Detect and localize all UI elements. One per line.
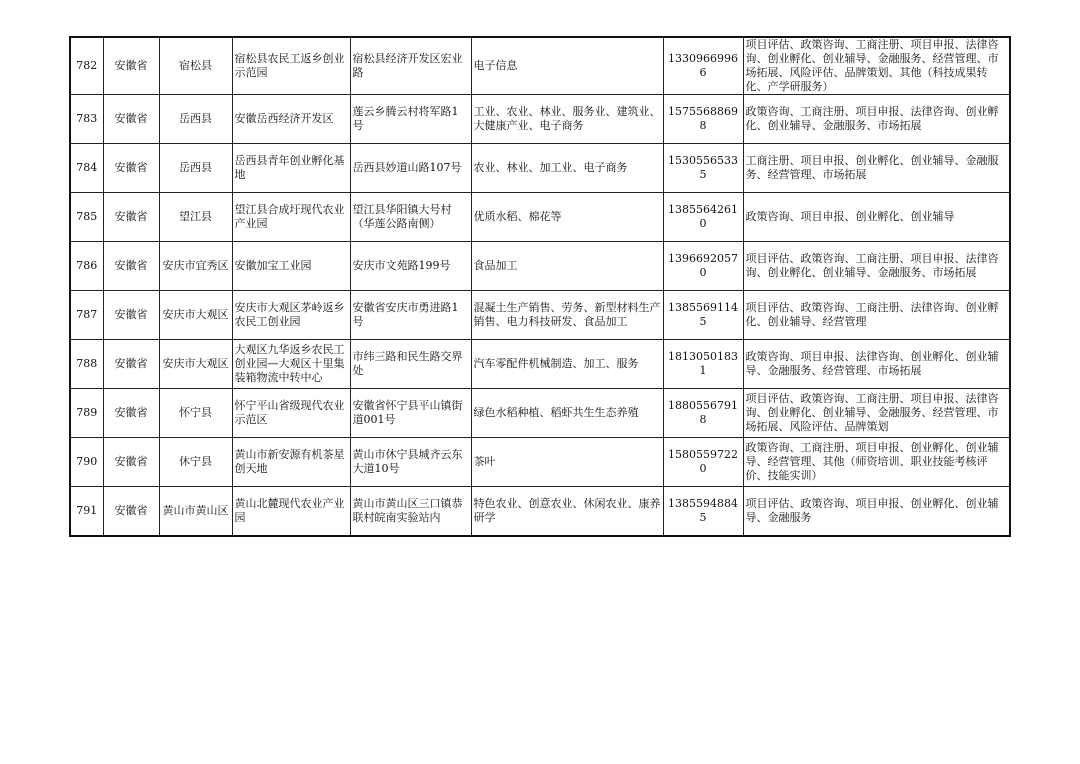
province-cell: 安徽省 <box>103 438 159 487</box>
phone-cell: 18805567918 <box>663 389 743 438</box>
industry-cell: 汽车零配件机械制造、加工、服务 <box>471 340 663 389</box>
industry-cell: 工业、农业、林业、服务业、建筑业、大健康产业、电子商务 <box>471 95 663 144</box>
table-row <box>70 340 1010 389</box>
services-cell: 工商注册、项目申报、创业孵化、创业辅导、金融服务、经营管理、市场拓展 <box>743 144 1010 193</box>
services-cell: 政策咨询、项目申报、法律咨询、创业孵化、创业辅导、金融服务、经营管理、市场拓展 <box>743 340 1010 389</box>
province-cell: 安徽省 <box>103 37 159 95</box>
address-cell: 莲云乡腾云村将军路1号 <box>350 95 471 144</box>
incubator-table <box>69 36 1011 537</box>
row-number: 787 <box>70 291 103 340</box>
industry-cell: 特色农业、创意农业、休闲农业、康养研学 <box>471 487 663 537</box>
table-row <box>70 144 1010 193</box>
county-cell: 怀宁县 <box>159 389 232 438</box>
phone-cell: 13309669966 <box>663 37 743 95</box>
park-name-cell: 望江县合成圩现代农业产业园 <box>232 193 350 242</box>
phone-cell: 18130501831 <box>663 340 743 389</box>
address-cell: 望江县华阳镇大号村（华莲公路南侧） <box>350 193 471 242</box>
phone-cell: 13855642610 <box>663 193 743 242</box>
province-cell: 安徽省 <box>103 193 159 242</box>
industry-cell: 电子信息 <box>471 37 663 95</box>
province-cell: 安徽省 <box>103 95 159 144</box>
table-row <box>70 291 1010 340</box>
table-row <box>70 193 1010 242</box>
services-cell: 项目评估、政策咨询、工商注册、法律咨询、创业孵化、创业辅导、经营管理 <box>743 291 1010 340</box>
county-cell: 安庆市宜秀区 <box>159 242 232 291</box>
row-number: 786 <box>70 242 103 291</box>
services-cell: 项目评估、政策咨询、工商注册、项目申报、法律咨询、创业孵化、创业辅导、金融服务、经营管理、市场拓展、风险评估、品牌策划 <box>743 389 1010 438</box>
row-number: 784 <box>70 144 103 193</box>
address-cell: 岳西县妙道山路107号 <box>350 144 471 193</box>
address-cell: 市纬三路和民生路交界处 <box>350 340 471 389</box>
park-name-cell: 宿松县农民工返乡创业示范园 <box>232 37 350 95</box>
county-cell: 安庆市大观区 <box>159 340 232 389</box>
county-cell: 黄山市黄山区 <box>159 487 232 537</box>
row-number: 789 <box>70 389 103 438</box>
table-row <box>70 438 1010 487</box>
address-cell: 黄山市休宁县城齐云东大道10号 <box>350 438 471 487</box>
province-cell: 安徽省 <box>103 291 159 340</box>
table-row <box>70 37 1010 95</box>
address-cell: 安庆市文苑路199号 <box>350 242 471 291</box>
province-cell: 安徽省 <box>103 487 159 537</box>
table-row <box>70 95 1010 144</box>
park-name-cell: 黄山市新安源有机茶星创天地 <box>232 438 350 487</box>
phone-cell: 13966920570 <box>663 242 743 291</box>
phone-cell: 15805597220 <box>663 438 743 487</box>
industry-cell: 农业、林业、加工业、电子商务 <box>471 144 663 193</box>
phone-cell: 15305565335 <box>663 144 743 193</box>
park-name-cell: 怀宁平山省级现代农业示范区 <box>232 389 350 438</box>
industry-cell: 食品加工 <box>471 242 663 291</box>
address-cell: 安徽省怀宁县平山镇街道001号 <box>350 389 471 438</box>
county-cell: 休宁县 <box>159 438 232 487</box>
table-body <box>70 37 1010 536</box>
industry-cell: 优质水稻、棉花等 <box>471 193 663 242</box>
county-cell: 安庆市大观区 <box>159 291 232 340</box>
county-cell: 岳西县 <box>159 144 232 193</box>
phone-cell: 15755688698 <box>663 95 743 144</box>
park-name-cell: 岳西县青年创业孵化基地 <box>232 144 350 193</box>
county-cell: 望江县 <box>159 193 232 242</box>
industry-cell: 混凝土生产销售、劳务、新型材料生产销售、电力科技研发、食品加工 <box>471 291 663 340</box>
address-cell: 黄山市黄山区三口镇恭联村皖南实验站内 <box>350 487 471 537</box>
province-cell: 安徽省 <box>103 389 159 438</box>
table-row <box>70 389 1010 438</box>
park-name-cell: 黄山北麓现代农业产业园 <box>232 487 350 537</box>
province-cell: 安徽省 <box>103 242 159 291</box>
table-row <box>70 487 1010 537</box>
province-cell: 安徽省 <box>103 144 159 193</box>
county-cell: 岳西县 <box>159 95 232 144</box>
table-row <box>70 242 1010 291</box>
phone-cell: 13855691145 <box>663 291 743 340</box>
park-name-cell: 安徽加宝工业园 <box>232 242 350 291</box>
county-cell: 宿松县 <box>159 37 232 95</box>
row-number: 783 <box>70 95 103 144</box>
park-name-cell: 大观区九华返乡农民工创业园—大观区十里集装箱物流中转中心 <box>232 340 350 389</box>
industry-cell: 绿色水稻种植、稻虾共生生态养殖 <box>471 389 663 438</box>
industry-cell: 茶叶 <box>471 438 663 487</box>
services-cell: 项目评估、政策咨询、工商注册、项目申报、法律咨询、创业孵化、创业辅导、金融服务、市场拓展 <box>743 242 1010 291</box>
province-cell: 安徽省 <box>103 340 159 389</box>
row-number: 790 <box>70 438 103 487</box>
address-cell: 宿松县经济开发区宏业路 <box>350 37 471 95</box>
services-cell: 政策咨询、工商注册、项目申报、法律咨询、创业孵化、创业辅导、金融服务、市场拓展 <box>743 95 1010 144</box>
park-name-cell: 安庆市大观区茅岭返乡农民工创业园 <box>232 291 350 340</box>
phone-cell: 13855948845 <box>663 487 743 537</box>
row-number: 788 <box>70 340 103 389</box>
services-cell: 项目评估、政策咨询、工商注册、项目申报、法律咨询、创业孵化、创业辅导、金融服务、经营管理、市场拓展、风险评估、品牌策划、其他（科技成果转化、产学研服务） <box>743 37 1010 95</box>
park-name-cell: 安徽岳西经济开发区 <box>232 95 350 144</box>
row-number: 782 <box>70 37 103 95</box>
services-cell: 项目评估、政策咨询、项目申报、创业孵化、创业辅导、金融服务 <box>743 487 1010 537</box>
row-number: 785 <box>70 193 103 242</box>
row-number: 791 <box>70 487 103 537</box>
services-cell: 政策咨询、项目申报、创业孵化、创业辅导 <box>743 193 1010 242</box>
address-cell: 安徽省安庆市勇进路1号 <box>350 291 471 340</box>
services-cell: 政策咨询、工商注册、项目申报、创业孵化、创业辅导、经营管理、其他（师资培训、职业技能考核评价、技能实训） <box>743 438 1010 487</box>
